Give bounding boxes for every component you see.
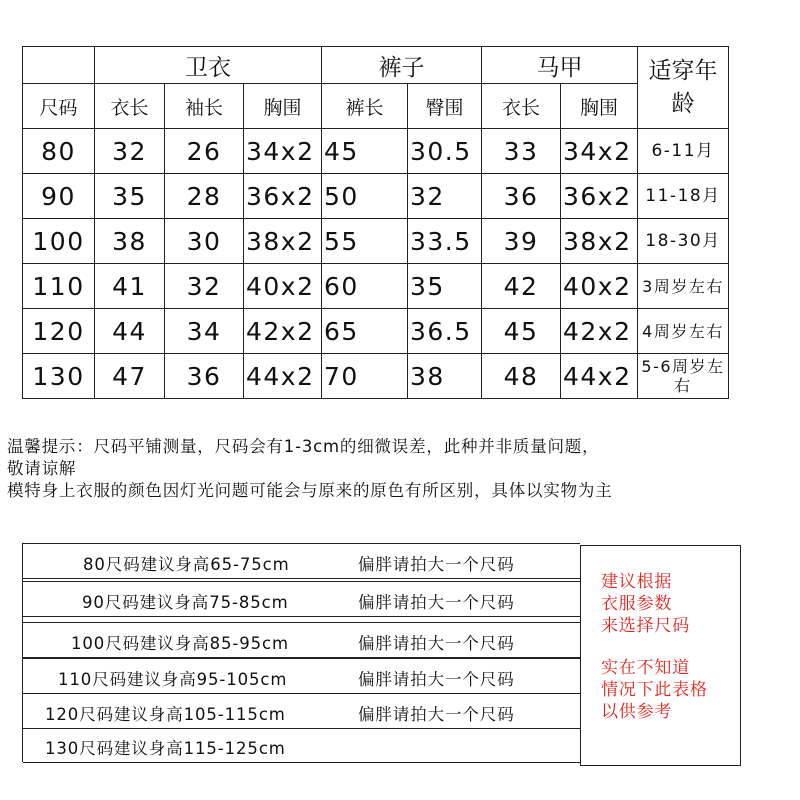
- height-guide-size: 110尺码建议身高95-105cm: [58, 670, 288, 689]
- hoodie-sleeve-cell: 34: [165, 309, 244, 354]
- vest-chest-cell: 36x2: [561, 174, 638, 219]
- height-guide-tip: 偏胖请拍大一个尺码: [358, 705, 515, 724]
- vest-length-cell: 39: [482, 219, 561, 264]
- pants-length-cell: 65: [322, 309, 408, 354]
- height-guide-tip: 偏胖请拍大一个尺码: [358, 670, 515, 689]
- height-guide-tip: 偏胖请拍大一个尺码: [358, 634, 515, 653]
- pants-hip-cell: 35: [408, 264, 482, 309]
- table-row: [23, 219, 729, 264]
- hoodie-length-header: 衣长: [95, 84, 165, 129]
- table-row: [23, 264, 729, 309]
- hoodie-chest-cell: 34x2: [244, 129, 322, 174]
- list-item: [23, 728, 580, 763]
- advice-box: [580, 545, 741, 766]
- pants-hip-cell: 38: [408, 354, 482, 399]
- age-cell: 18-30月: [638, 219, 729, 264]
- pants-length-cell: 45: [322, 129, 408, 174]
- table-row: [23, 354, 729, 399]
- height-guide-tip: 偏胖请拍大一个尺码: [358, 593, 515, 612]
- age-header: 适穿年龄: [638, 47, 729, 129]
- size-chart-table: [22, 46, 729, 399]
- list-item: [23, 658, 580, 694]
- hoodie-chest-cell: 40x2: [244, 264, 322, 309]
- vest-length-header: 衣长: [482, 84, 561, 129]
- vest-length-cell: 42: [482, 264, 561, 309]
- size-header: 尺码: [23, 84, 95, 129]
- age-cell: 11-18月: [638, 174, 729, 219]
- pants-length-cell: 70: [322, 354, 408, 399]
- table-row: [23, 174, 729, 219]
- notice-line: 敬请谅解: [7, 459, 77, 478]
- hoodie-sleeve-cell: 26: [165, 129, 244, 174]
- list-item: [23, 543, 580, 579]
- hoodie-length-cell: 47: [95, 354, 165, 399]
- hoodie-sleeve-cell: 28: [165, 174, 244, 219]
- hoodie-sleeve-cell: 30: [165, 219, 244, 264]
- pants-length-header: 裤长: [322, 84, 408, 129]
- height-guide-size: 80尺码建议身高65-75cm: [83, 555, 290, 574]
- hoodie-length-cell: 35: [95, 174, 165, 219]
- pants-group-header: 裤子: [322, 47, 482, 84]
- hoodie-chest-cell: 42x2: [244, 309, 322, 354]
- notice-line: 温馨提示：尺码平铺测量，尺码会有1-3cm的细微误差，此种并非质量问题，: [7, 437, 600, 456]
- list-item: [23, 622, 580, 658]
- hoodie-chest-cell: 36x2: [244, 174, 322, 219]
- size-cell: 90: [23, 174, 95, 219]
- size-cell: 120: [23, 309, 95, 354]
- advice-part-2: [601, 657, 708, 723]
- pants-hip-cell: 30.5: [408, 129, 482, 174]
- height-guide-size: 130尺码建议身高115-125cm: [45, 739, 286, 758]
- vest-group-header: 马甲: [482, 47, 638, 84]
- notice-line: 模特身上衣服的颜色因灯光问题可能会与原来的原色有所区别，具体以实物为主: [7, 481, 613, 500]
- age-cell: 6-11月: [638, 129, 729, 174]
- vest-length-cell: 33: [482, 129, 561, 174]
- vest-chest-header: 胸围: [561, 84, 638, 129]
- pants-hip-cell: 36.5: [408, 309, 482, 354]
- age-cell: 5-6周岁左右: [638, 354, 729, 399]
- hoodie-length-cell: 32: [95, 129, 165, 174]
- vest-chest-cell: 34x2: [561, 129, 638, 174]
- height-guide-size: 90尺码建议身高75-85cm: [82, 593, 289, 612]
- pants-length-cell: 50: [322, 174, 408, 219]
- age-cell: 4周岁左右: [638, 309, 729, 354]
- hoodie-length-cell: 38: [95, 219, 165, 264]
- hoodie-length-cell: 44: [95, 309, 165, 354]
- advice-line: 来选择尺码: [601, 616, 690, 636]
- hoodie-sleeve-cell: 32: [165, 264, 244, 309]
- height-guide: [22, 543, 580, 762]
- vest-length-cell: 45: [482, 309, 561, 354]
- pants-length-cell: 55: [322, 219, 408, 264]
- vest-chest-cell: 44x2: [561, 354, 638, 399]
- age-cell: 3周岁左右: [638, 264, 729, 309]
- size-cell: 80: [23, 129, 95, 174]
- group-header-row: [23, 47, 729, 84]
- measurement-notice: [7, 436, 792, 502]
- list-item: [23, 693, 580, 729]
- advice-line: 情况下此表格: [601, 680, 708, 700]
- size-cell: 130: [23, 354, 95, 399]
- advice-line: 衣服参数: [601, 594, 673, 614]
- sub-header-row: [23, 84, 729, 129]
- size-group-header: [23, 47, 95, 84]
- hoodie-chest-header: 胸围: [244, 84, 322, 129]
- vest-chest-cell: 42x2: [561, 309, 638, 354]
- hoodie-sleeve-cell: 36: [165, 354, 244, 399]
- vest-length-cell: 36: [482, 174, 561, 219]
- table-row: [23, 129, 729, 174]
- height-guide-size: 100尺码建议身高85-95cm: [71, 634, 289, 653]
- size-cell: 110: [23, 264, 95, 309]
- vest-chest-cell: 38x2: [561, 219, 638, 264]
- size-cell: 100: [23, 219, 95, 264]
- vest-chest-cell: 40x2: [561, 264, 638, 309]
- hoodie-chest-cell: 38x2: [244, 219, 322, 264]
- pants-hip-cell: 33.5: [408, 219, 482, 264]
- hoodie-chest-cell: 44x2: [244, 354, 322, 399]
- pants-hip-header: 臀围: [408, 84, 482, 129]
- list-item: [23, 581, 580, 617]
- height-guide-size: 120尺码建议身高105-115cm: [45, 705, 286, 724]
- pants-hip-cell: 32: [408, 174, 482, 219]
- advice-line: 以供参考: [601, 702, 673, 722]
- hoodie-group-header: 卫衣: [95, 47, 322, 84]
- vest-length-cell: 48: [482, 354, 561, 399]
- hoodie-sleeve-header: 袖长: [165, 84, 244, 129]
- pants-length-cell: 60: [322, 264, 408, 309]
- table-row: [23, 309, 729, 354]
- height-guide-tip: 偏胖请拍大一个尺码: [358, 555, 515, 574]
- hoodie-length-cell: 41: [95, 264, 165, 309]
- advice-part-1: [601, 571, 690, 637]
- advice-line: 实在不知道: [601, 658, 690, 678]
- advice-line: 建议根据: [601, 572, 673, 592]
